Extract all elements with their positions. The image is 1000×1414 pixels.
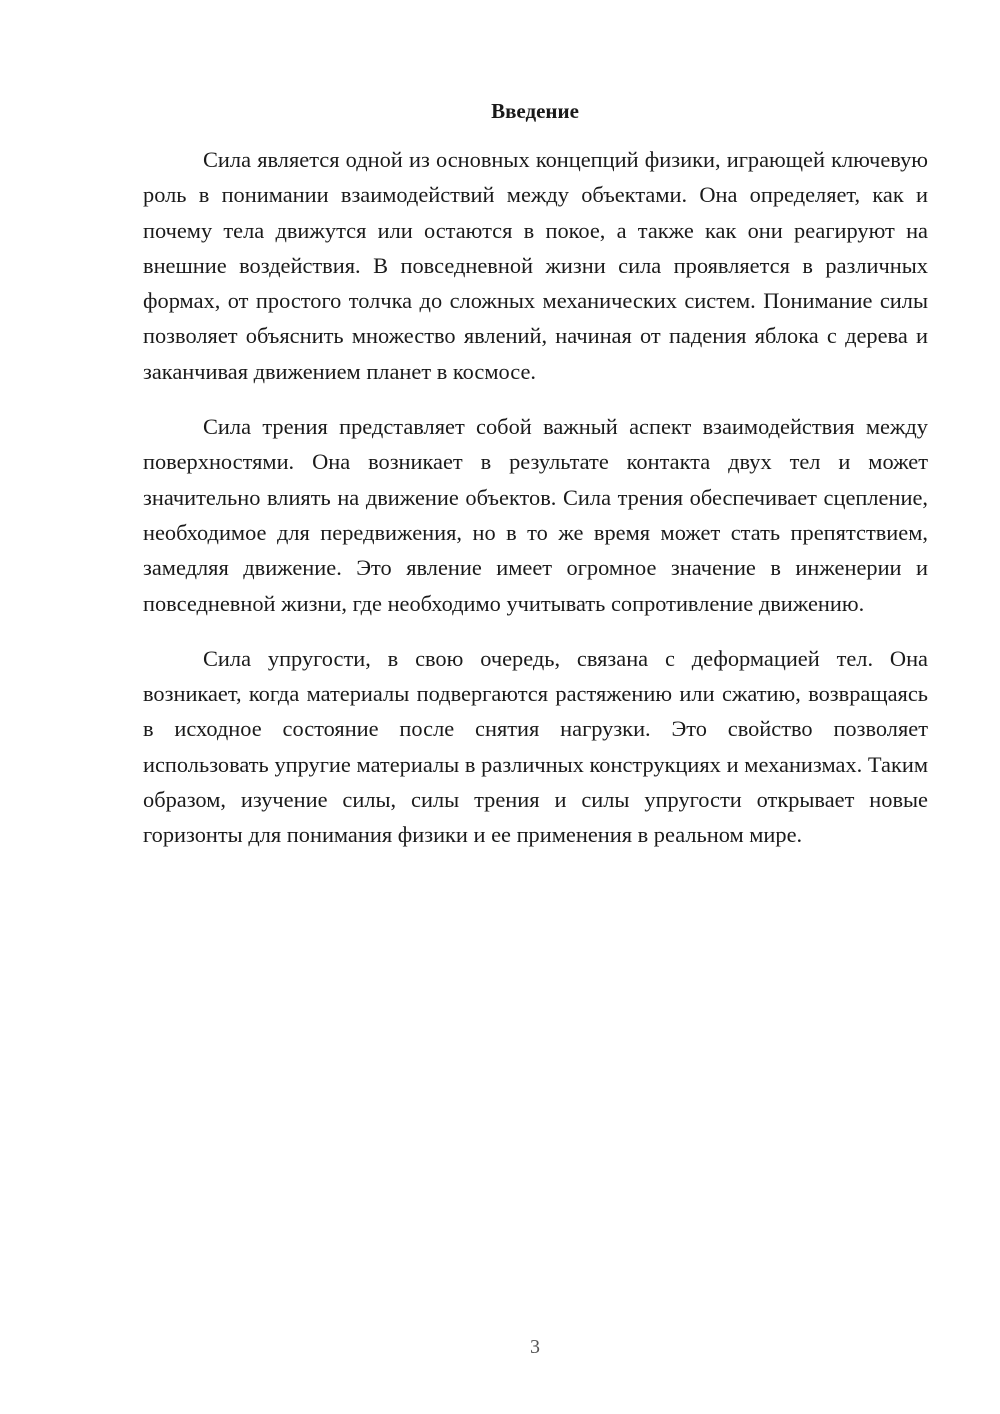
paragraph-elasticity: Сила упругости, в свою очередь, связана с деформацией тел. Она возникает, когда материалы подвергаются растяжению или сжатию, возвращаясь в исходное состояние после снятия нагрузки. Это свойство позволяет использовать упругие материалы в различных конструкциях и механизмах. Таким образом, изучение силы, силы трения и силы упругости открывает новые горизонты для понимания физики и ее применения в реальном мире. [143,645,928,848]
paragraph-friction: Сила трения представляет собой важный аспект взаимодействия между поверхностями. Она возникает в результате контакта двух тел и может значительно влиять на движение объектов. Сила трения обеспечивает сцепление, необходимое для передвижения, но в то же время может стать препятствием, замедляя движение. Это явление имеет огромное значение в инженерии и повседневной жизни, где необходимо учитывать сопротивление движению. [143,414,928,616]
paragraph-force: Сила является одной из основных концепций физики, играющей ключевую роль в понимании взаимодействий между объектами. Она определяет, как и почему тела движутся или остаются в покое, а также как они реагируют на внешние воздействия. В повседневной жизни сила проявляется в различных формах, от простого толчка до сложных механических систем. Понимание силы позволяет объяснить множество явлений, начиная от падения яблока с дерева и заканчивая движением планет в космосе. [143,147,928,384]
body-text [143,142,928,873]
page-number: 3 [530,1336,540,1358]
section-heading: Введение [491,99,579,123]
